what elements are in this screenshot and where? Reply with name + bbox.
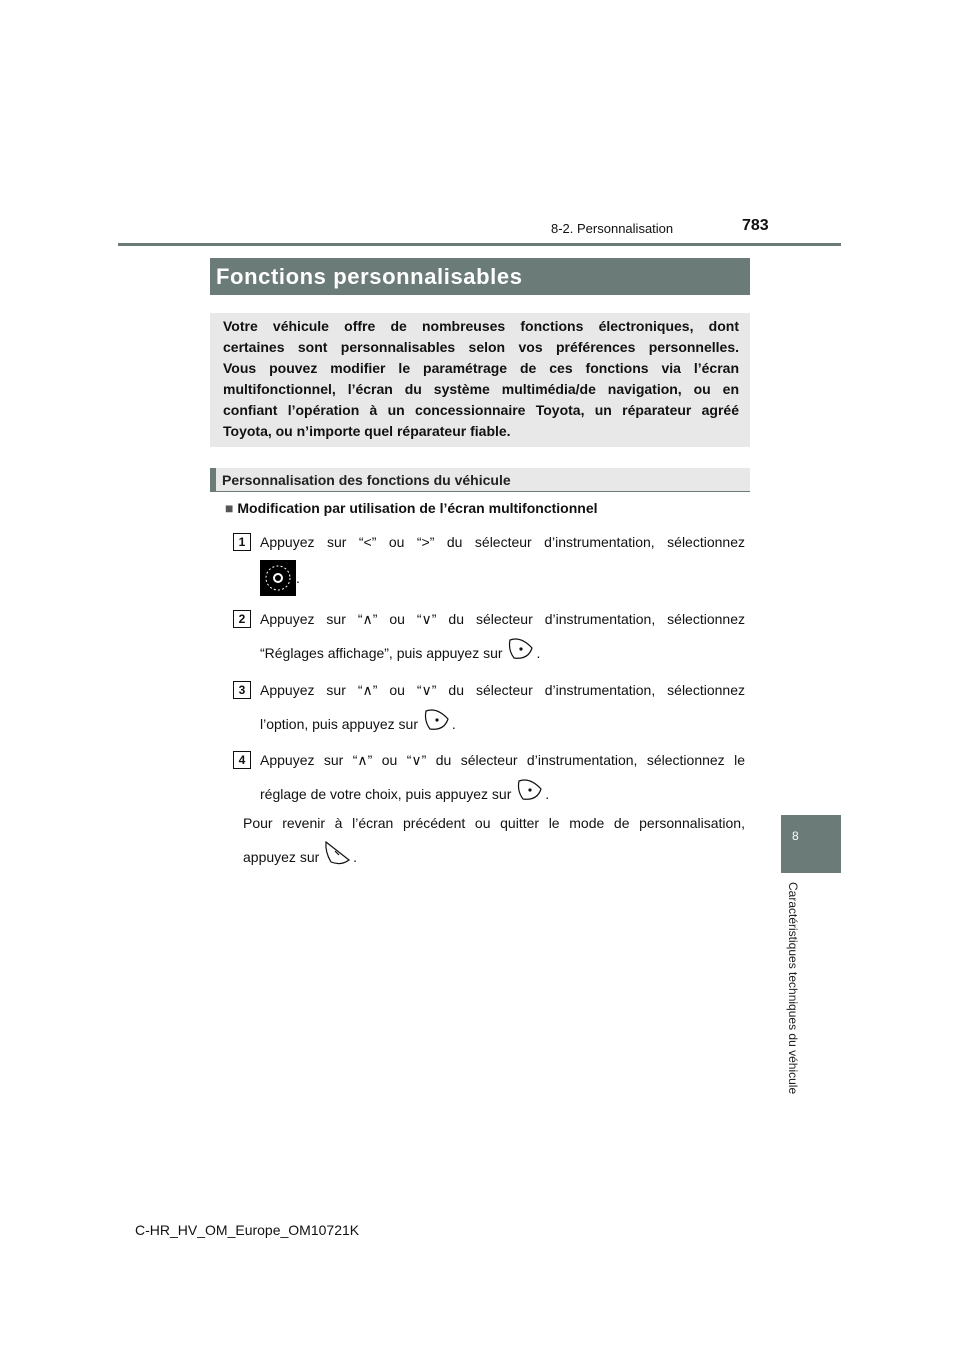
ok-button-icon <box>506 634 536 675</box>
intro-line: confiant l’opération à un concessionnaire Toyota, un réparateur agréé <box>223 402 739 418</box>
step-text: Appuyez sur “∧” ou “∨” du sélecteur d’instrumentation, sélectionnez <box>260 682 745 698</box>
step-text: réglage de votre choix, puis appuyez sur <box>260 786 512 803</box>
intro-line: certaines sont personnalisables selon vos préférences personnelles. <box>223 339 739 355</box>
back-button-icon <box>323 838 353 879</box>
intro-line: Toyota, ou n’importe quel réparateur fiable. <box>223 423 511 439</box>
header-divider <box>118 243 841 246</box>
step-text-end: . <box>451 716 456 733</box>
square-bullet-icon: ■ <box>225 500 234 516</box>
page-title: Fonctions personnalisables <box>210 258 750 295</box>
step-text-end: . <box>296 570 300 587</box>
step-text-line2 <box>260 775 549 816</box>
step-text-line2 <box>260 705 456 746</box>
step-number: 3 <box>233 681 251 699</box>
intro-line: multifonctionnel, l’écran du système multimédia/de navigation, ou en <box>223 381 739 397</box>
subheading: Personnalisation des fonctions du véhicule <box>210 468 750 492</box>
page-number: 783 <box>742 217 769 234</box>
step-text: “Réglages affichage”, puis appuyez sur <box>260 645 503 662</box>
step-number: 2 <box>233 610 251 628</box>
step-number: 1 <box>233 533 251 551</box>
step-text: l’option, puis appuyez sur <box>260 716 418 733</box>
chapter-number: 8 <box>792 829 799 843</box>
step-text: Appuyez sur “∧” ou “∨” du sélecteur d’instrumentation, sélectionnez le <box>260 752 745 768</box>
note-text-end: . <box>353 849 358 866</box>
note-text-line2 <box>243 838 357 879</box>
step-text-line2 <box>260 560 300 599</box>
chapter-label: Caractéristiques techniques du véhicule <box>786 882 800 1095</box>
step-text-end: . <box>536 645 541 662</box>
note-text: appuyez sur <box>243 849 320 866</box>
section-heading-text: Modification par utilisation de l’écran multifonctionnel <box>237 500 598 516</box>
intro-box <box>210 313 750 447</box>
ok-button-icon <box>515 775 545 816</box>
chapter-tab <box>781 815 841 873</box>
step-number: 4 <box>233 751 251 769</box>
section-heading <box>225 500 598 516</box>
section-label: 8-2. Personnalisation <box>551 221 674 236</box>
note-text: Pour revenir à l’écran précédent ou quitter le mode de personnalisation, <box>243 815 745 831</box>
footer-code: C-HR_HV_OM_Europe_OM10721K <box>135 1222 360 1238</box>
intro-line: Votre véhicule offre de nombreuses fonctions électroniques, dont <box>223 318 739 334</box>
settings-gear-icon <box>260 560 296 599</box>
step-text-end: . <box>545 786 550 803</box>
step-text: Appuyez sur “∧” ou “∨” du sélecteur d’instrumentation, sélectionnez <box>260 611 745 627</box>
step-text-line2 <box>260 634 540 675</box>
step-text: Appuyez sur “<” ou “>” du sélecteur d’instrumentation, sélectionnez <box>260 534 745 550</box>
intro-line: Vous pouvez modifier le paramétrage de ces fonctions via l’écran <box>223 360 739 376</box>
ok-button-icon <box>422 705 452 746</box>
